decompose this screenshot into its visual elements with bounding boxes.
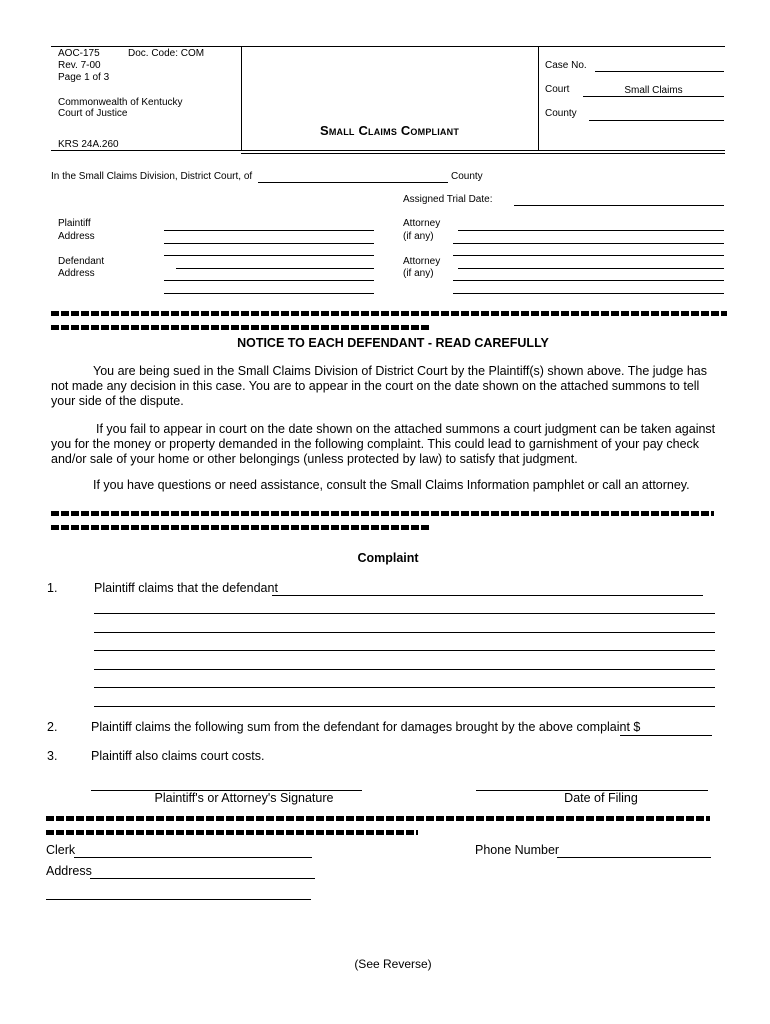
complaint-claim-line-4[interactable] — [94, 655, 715, 670]
clerk-label: Clerk — [46, 843, 76, 857]
form-code: AOC-175 — [58, 48, 100, 59]
separator-dashes-1a — [51, 311, 727, 316]
separator-dashes-2a — [51, 511, 714, 516]
notice-paragraph-3: If you have questions or need assistance, consult the Small Claims Information pamphlet or call an attorney. — [93, 478, 690, 492]
assigned-trial-date-label: Assigned Trial Date: — [403, 194, 493, 205]
header-bottom-border-2 — [241, 153, 725, 154]
plaintiff-attorney-line-3[interactable] — [453, 243, 724, 256]
defendant-address-line-1[interactable] — [164, 268, 374, 281]
complaint-claim-line-2[interactable] — [94, 618, 715, 633]
notice-paragraph-1: You are being sued in the Small Claims Division of District Court by the Plaintiff(s) shown above. The judge has not made any decision in this case. You are to appear in the court on the date shown on the attached summons to tell your side of the dispute. — [51, 364, 707, 408]
date-of-filing-label: Date of Filing — [564, 791, 638, 805]
defendant-attorney-label: Attorney — [403, 256, 441, 267]
revision: Rev. 7-00 — [58, 60, 101, 71]
separator-dashes-2b — [51, 525, 431, 530]
division-suffix: County — [451, 171, 483, 182]
court-field[interactable] — [583, 84, 724, 97]
phone-number-label: Phone Number — [475, 843, 560, 857]
plaintiff-name-field[interactable] — [164, 218, 374, 231]
damages-amount-field[interactable] — [620, 721, 712, 736]
separator-dashes-1b — [51, 325, 431, 330]
case-no-field[interactable] — [595, 59, 724, 72]
defendant-attorney-if-any: (if any) — [403, 268, 434, 279]
clerk-address-line-2[interactable] — [46, 885, 311, 900]
court-label: Court — [545, 84, 570, 95]
plaintiff-address-line-2[interactable] — [164, 243, 374, 256]
district-court-of-field[interactable] — [258, 170, 448, 183]
complaint-claim-line-3[interactable] — [94, 636, 715, 651]
state-name: Commonwealth of Kentucky — [58, 97, 183, 108]
clerk-field[interactable] — [74, 843, 312, 858]
plaintiff-attorney-label: Attorney — [403, 218, 441, 229]
defendant-address-line-2[interactable] — [164, 281, 374, 294]
item-3-text: Plaintiff also claims court costs. — [91, 749, 265, 763]
see-reverse-note: (See Reverse) — [354, 957, 432, 971]
item-1-text: Plaintiff claims that the defendant — [94, 581, 278, 595]
court-of-justice: Court of Justice — [58, 108, 128, 119]
complaint-claim-line-1[interactable] — [94, 599, 715, 614]
county-label: County — [545, 108, 577, 119]
signature-field[interactable] — [91, 776, 362, 791]
signature-label: Plaintiff's or Attorney's Signature — [154, 791, 334, 805]
defendant-address-label: Address — [58, 268, 95, 279]
separator-dashes-3a — [46, 816, 710, 821]
plaintiff-label: Plaintiff — [58, 218, 91, 229]
defendant-attorney-line-2[interactable] — [453, 268, 724, 281]
case-no-label: Case No. — [545, 60, 587, 71]
doc-code: Doc. Code: COM — [128, 48, 205, 59]
complaint-claim-line-0[interactable] — [272, 581, 703, 596]
assigned-trial-date-field[interactable] — [514, 193, 724, 206]
item-1-number: 1. — [47, 581, 58, 595]
separator-dashes-3b — [46, 830, 418, 835]
complaint-claim-line-6[interactable] — [94, 692, 715, 707]
plaintiff-attorney-if-any: (if any) — [403, 231, 434, 242]
header-top-border — [51, 46, 725, 47]
page-number: Page 1 of 3 — [58, 72, 110, 83]
complaint-claim-line-5[interactable] — [94, 673, 715, 688]
item-3-number: 3. — [47, 749, 58, 763]
clerk-address-line-1[interactable] — [90, 864, 315, 879]
defendant-attorney-line-3[interactable] — [453, 281, 724, 294]
plaintiff-address-label: Address — [58, 231, 95, 242]
form-title: Small Claims Compliant — [319, 123, 460, 138]
defendant-label: Defendant — [58, 256, 105, 267]
plaintiff-attorney-line-1[interactable] — [458, 218, 724, 231]
header-bottom-border — [51, 150, 725, 151]
item-2-number: 2. — [47, 720, 58, 734]
item-2-text: Plaintiff claims the following sum from the defendant for damages brought by the above complaint $ — [91, 720, 641, 734]
clerk-address-label: Address — [46, 864, 92, 878]
header-divider-right — [538, 46, 539, 150]
notice-paragraph-2: If you fail to appear in court on the date shown on the attached summons a court judgment can be taken against you for the money or property demanded in the following complaint. This could lead to garnishment of your pay check and/or sale of your home or other belongings (unless protected by law) to satisfy that judgment. — [51, 422, 716, 466]
division-prefix: In the Small Claims Division, District Court, of — [51, 171, 253, 182]
krs-citation: KRS 24A.260 — [58, 139, 119, 150]
notice-heading: NOTICE TO EACH DEFENDANT - READ CAREFULLY — [237, 336, 549, 350]
phone-number-field[interactable] — [557, 843, 711, 858]
county-field[interactable] — [589, 108, 724, 121]
complaint-heading: Complaint — [357, 551, 419, 565]
date-of-filing-field[interactable] — [476, 776, 708, 791]
